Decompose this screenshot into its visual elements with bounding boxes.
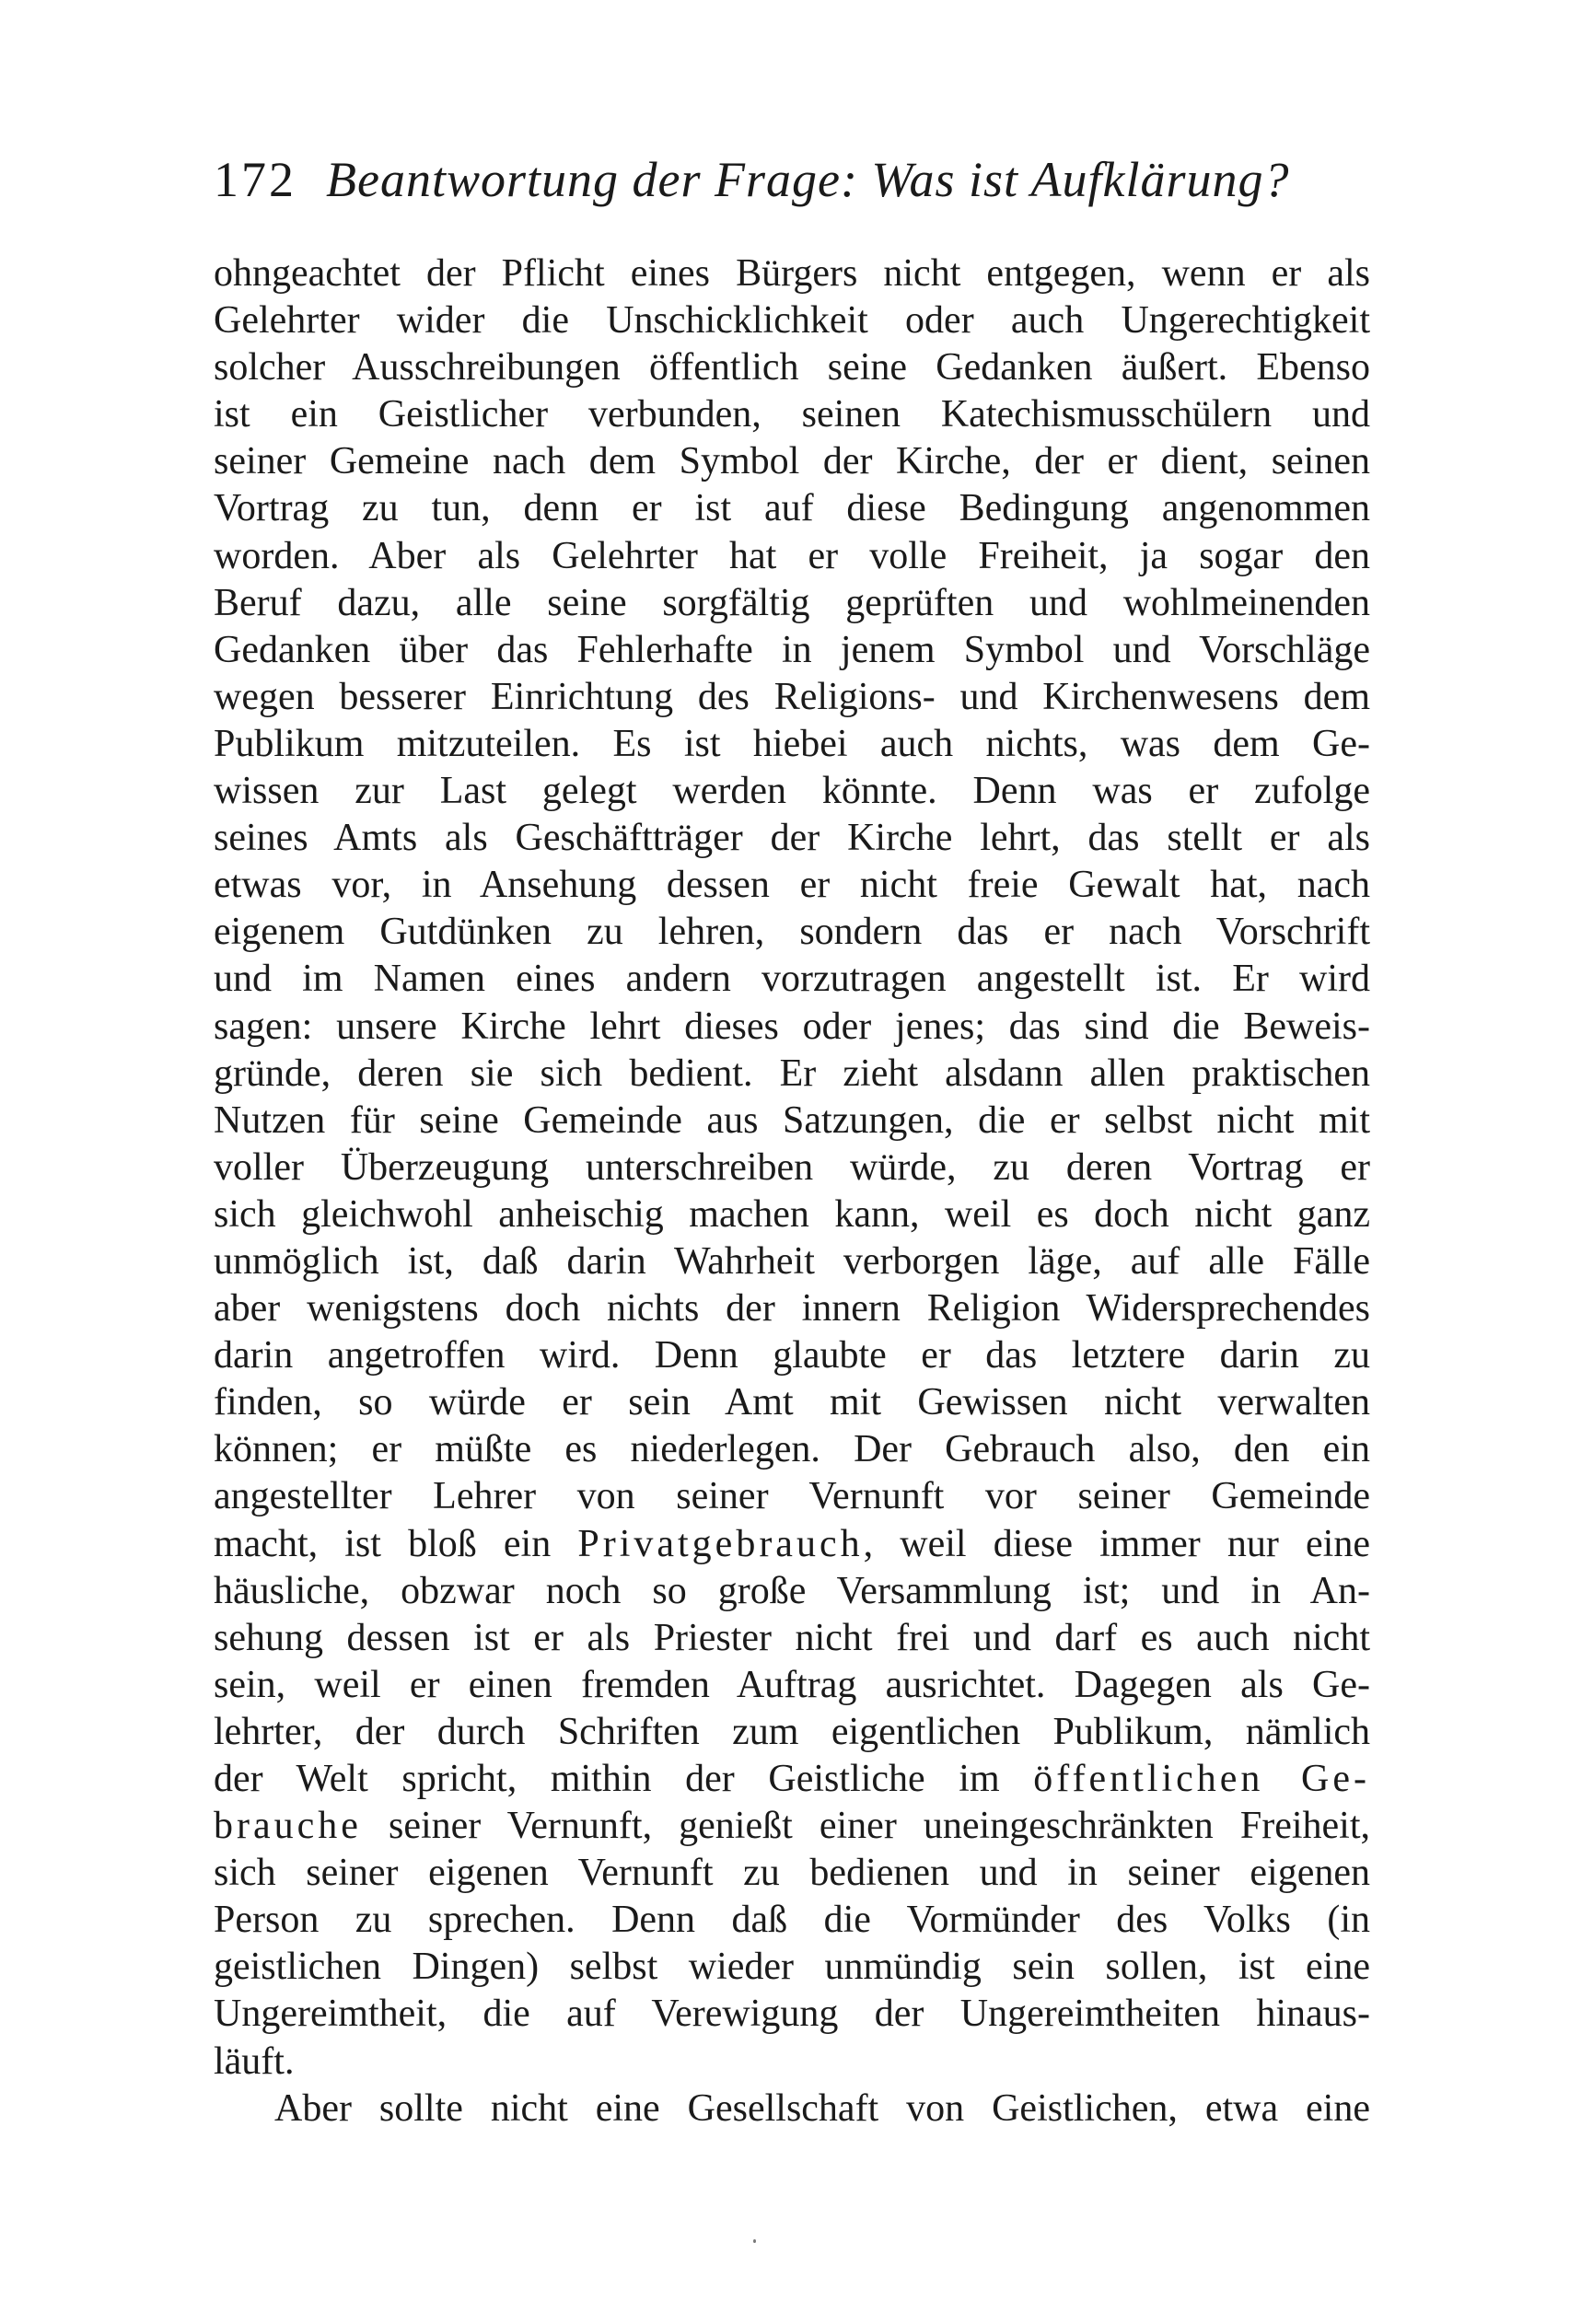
running-head — [214, 147, 1374, 212]
text-line: wegen besserer Einrichtung des Religions- und Kirchenwesens dem — [214, 675, 1370, 718]
text-run: seiner Vernunft, genießt einer uneingeschränkten Freiheit, — [361, 1805, 1370, 1848]
text-line — [214, 1756, 1370, 1803]
text-line: angestellter Lehrer von seiner Vernunft vor seiner Gemeinde — [214, 1475, 1370, 1518]
text-line: sein, weil er einen fremden Auftrag ausrichtet. Dagegen als Ge- — [214, 1663, 1370, 1706]
text-line: Nutzen für seine Gemeinde aus Satzungen, die er selbst nicht mit — [214, 1098, 1370, 1142]
text-line: lehrter, der durch Schriften zum eigentlichen Publikum, nämlich — [214, 1710, 1370, 1753]
emphasized-term: Privatgebrauch — [577, 1522, 864, 1565]
text-line: sehung dessen ist er als Priester nicht frei und darf es auch nicht — [214, 1616, 1370, 1659]
text-line: Publikum mitzuteilen. Es ist hiebei auch nichts, was dem Ge- — [214, 722, 1370, 765]
text-line: Gelehrter wider die Unschicklichkeit oder auch Ungerechtigkeit — [214, 299, 1370, 343]
paragraph — [214, 250, 1370, 2086]
text-line: sagen: unsere Kirche lehrt dieses oder jenes; das sind die Beweis- — [214, 1005, 1370, 1048]
text-line — [214, 1521, 1370, 1568]
text-line: geistlichen Dingen) selbst wieder unmündig sein sollen, ist eine — [214, 1946, 1370, 1989]
text-line: wissen zur Last gelegt werden könnte. Denn was er zufolge — [214, 770, 1370, 813]
text-line: häusliche, obzwar noch so große Versammlung ist; und in An- — [214, 1569, 1370, 1612]
paragraph — [214, 2086, 1370, 2132]
text-line: und im Namen eines andern vorzutragen angestellt ist. Er wird — [214, 958, 1370, 1001]
text-line: seiner Gemeine nach dem Symbol der Kirche, der er dient, seinen — [214, 440, 1370, 483]
text-line: Aber sollte nicht eine Gesellschaft von Geistlichen, etwa eine — [274, 2086, 1370, 2130]
text-line: unmöglich ist, daß darin Wahrheit verborgen läge, auf alle Fälle — [214, 1239, 1370, 1283]
text-line: eigenem Gutdünken zu lehren, sondern das er nach Vorschrift — [214, 911, 1370, 954]
ink-speck — [753, 2239, 756, 2243]
text-line: sich gleichwohl anheischig machen kann, weil es doch nicht ganz — [214, 1192, 1370, 1236]
text-line: seines Amts als Geschäftträger der Kirche lehrt, das stellt er als — [214, 817, 1370, 860]
text-line: voller Überzeugung unterschreiben würde, zu deren Vortrag er — [214, 1145, 1370, 1189]
text-line: läuft. — [214, 2039, 295, 2083]
text-line: solcher Ausschreibungen öffentlich seine Gedanken äußert. Ebenso — [214, 346, 1370, 389]
text-line: finden, so würde er sein Amt mit Gewissen nicht verwalten — [214, 1381, 1370, 1424]
text-line: Ungereimtheit, die auf Verewigung der Ungereimtheiten hinaus- — [214, 1993, 1370, 2036]
text-line — [214, 1803, 1370, 1850]
text-line: ohngeachtet der Pflicht eines Bürgers nicht entgegen, wenn er als — [214, 252, 1370, 295]
text-line: worden. Aber als Gelehrter hat er volle Freiheit, ja sogar den — [214, 534, 1370, 577]
text-line: etwas vor, in Ansehung dessen er nicht freie Gewalt hat, nach — [214, 864, 1370, 907]
page-number: 172 — [214, 152, 296, 207]
text-line: Beruf dazu, alle seine sorgfältig geprüften und wohlmeinenden — [214, 581, 1370, 624]
text-run: macht, ist bloß ein — [214, 1522, 578, 1565]
text-line: Vortrag zu tun, denn er ist auf diese Bedingung angenommen — [214, 487, 1370, 530]
emphasized-term: brauche — [214, 1805, 362, 1848]
text-line: gründe, deren sie sich bedient. Er zieht alsdann allen praktischen — [214, 1052, 1370, 1095]
body-text — [214, 250, 1370, 2132]
running-title: Beantwortung der Frage: Was ist Aufklärung? — [326, 152, 1290, 207]
text-line: aber wenigstens doch nichts der innern Religion Widersprechendes — [214, 1287, 1370, 1330]
text-run: der Welt spricht, mithin der Geistliche im — [214, 1758, 1034, 1800]
text-line: Gedanken über das Fehlerhafte in jenem Symbol und Vorschläge — [214, 628, 1370, 671]
text-line: sich seiner eigenen Vernunft zu bedienen und in seiner eigenen — [214, 1852, 1370, 1895]
text-run: , weil diese immer nur eine — [863, 1522, 1370, 1565]
text-line: ist ein Geistlicher verbunden, seinen Katechismusschülern und — [214, 393, 1370, 436]
text-line: darin angetroffen wird. Denn glaubte er das letztere darin zu — [214, 1334, 1370, 1377]
emphasized-term: öffentlichen Ge- — [1033, 1758, 1370, 1800]
text-line: Person zu sprechen. Denn daß die Vormünder des Volks (in — [214, 1899, 1370, 1942]
text-line: können; er müßte es niederlegen. Der Gebrauch also, den ein — [214, 1428, 1370, 1471]
